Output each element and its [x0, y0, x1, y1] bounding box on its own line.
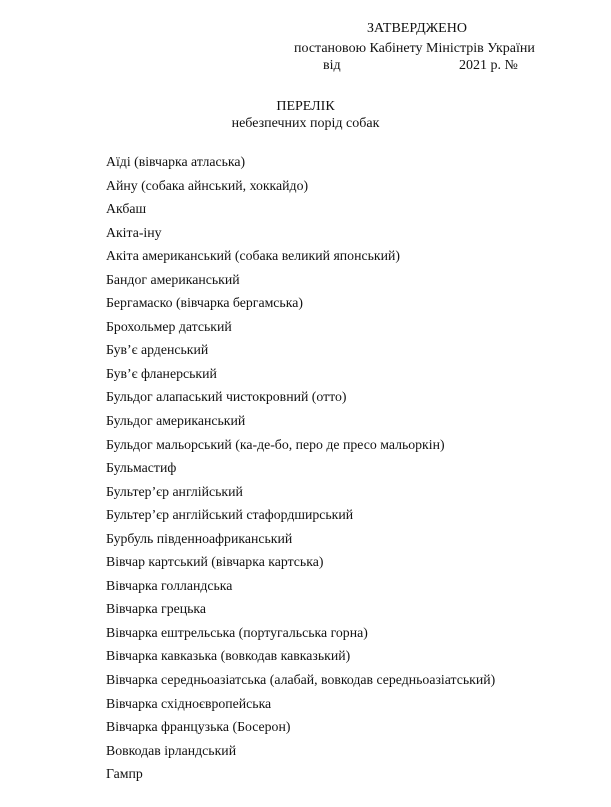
breed-item: Вівчарка середньоазіатська (алабай, вовкодав середньоазіатський)	[106, 672, 496, 688]
breed-item: Вівчарка кавказька (вовкодав кавказький)	[106, 648, 351, 664]
approval-date-prefix: від	[323, 58, 341, 73]
breed-item: Був’є арденський	[106, 342, 209, 358]
approval-date-suffix: 2021 р. №	[459, 58, 518, 73]
breed-item: Бандог американський	[106, 271, 240, 287]
document-title: ПЕРЕЛІК	[276, 99, 335, 114]
breed-item: Акбаш	[106, 201, 147, 217]
breed-item: Аїді (вівчарка атласька)	[106, 154, 246, 169]
breed-item: Вовкодав ірландський	[106, 742, 237, 758]
breed-item: Бульдог американський	[106, 413, 246, 429]
breed-item: Вівчар картський (вівчарка картська)	[106, 554, 324, 570]
document-subtitle: небезпечних порід собак	[231, 116, 380, 131]
breed-item: Вівчарка грецька	[106, 601, 207, 617]
breed-item: Бурбуль південноафриканський	[106, 530, 293, 546]
breed-item: Вівчарка французька (Босерон)	[106, 719, 291, 735]
breed-item: Вівчарка голландська	[106, 577, 233, 593]
document-heading	[0, 98, 611, 132]
approval-status: ЗАТВЕРДЖЕНО	[367, 21, 467, 36]
breed-item: Був’є фланерський	[106, 365, 217, 381]
breed-item: Бульмастиф	[106, 460, 177, 476]
breed-item: Акіта-іну	[106, 224, 162, 240]
breed-item: Бультер’єр англійський	[106, 483, 243, 499]
breed-list	[106, 150, 495, 786]
breed-item: Вівчарка східноєвропейська	[106, 695, 272, 711]
breed-item: Бергамаско (вівчарка бергамська)	[106, 295, 303, 311]
approval-resolution: постановою Кабінету Міністрів України	[294, 41, 535, 56]
breed-item: Вівчарка ештрельська (португальська горна)	[106, 624, 368, 640]
breed-item: Гампр	[106, 766, 143, 782]
breed-item: Айну (собака айнський, хоккайдо)	[106, 177, 309, 193]
breed-item: Брохольмер датський	[106, 318, 232, 334]
breed-item: Бульдог мальорський (ка-де-бо, перо де пресо мальоркін)	[106, 436, 445, 452]
breed-item: Акіта американський (собака великий японський)	[106, 248, 400, 264]
breed-item: Бульдог алапаський чистокровний (отто)	[106, 389, 347, 405]
breed-item: Бультер’єр англійський стафордширський	[106, 507, 354, 523]
